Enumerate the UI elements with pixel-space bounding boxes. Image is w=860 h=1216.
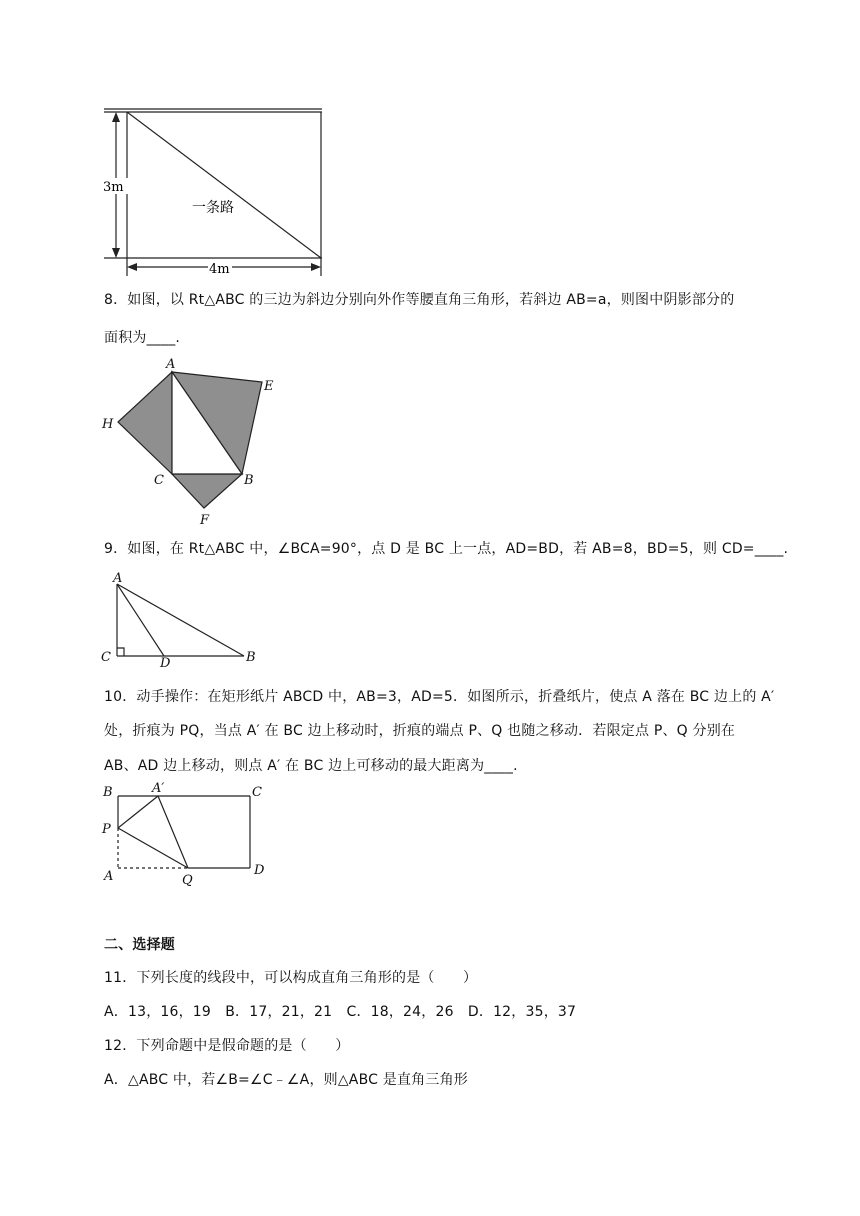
q10-label-A: A <box>104 869 114 884</box>
q11-options: A．13，16，19 B．17，21，21 C．18，24，26 D．12，35，37 <box>104 1004 577 1020</box>
q8-label-H: H <box>102 417 114 432</box>
q10-figure <box>98 780 278 892</box>
q9-label-D: D <box>160 656 171 668</box>
q9-figure <box>98 568 268 668</box>
q12-stem: 12．下列命题中是假命题的是（ ） <box>104 1038 350 1054</box>
segment-AD <box>117 584 164 656</box>
arrow-up-icon <box>112 112 120 122</box>
q8-line-2: 面积为____. <box>104 330 181 346</box>
arrow-down-icon <box>112 248 120 258</box>
q10-label-B: B <box>103 785 113 800</box>
q8-label-F: F <box>200 513 210 528</box>
q8-label-E: E <box>264 379 274 394</box>
q10-line-3: AB、AD 边上移动，则点 A′ 在 BC 边上可移动的最大距离为____. <box>104 758 518 774</box>
segment-PA-prime <box>118 796 158 828</box>
arrow-left-icon <box>127 263 137 271</box>
road-label: 一条路 <box>192 200 234 216</box>
triangle-ahc-shaded <box>118 372 172 474</box>
segment-AB <box>117 584 244 656</box>
q10-label-Q: Q <box>182 873 193 888</box>
height-label: 3m <box>103 180 124 195</box>
segment-A-prime-Q <box>158 796 188 868</box>
q10-label-C: C <box>252 785 262 800</box>
q10-line-2: 处，折痕为 PQ，当点 A′ 在 BC 边上移动时，折痕的端点 P、Q 也随之移动．若限定点 P、Q 分别在 <box>104 723 736 739</box>
segment-PQ <box>118 828 188 868</box>
arrow-right-icon <box>311 263 321 271</box>
q8-label-A: A <box>166 357 176 372</box>
right-angle-mark <box>117 648 124 656</box>
q11-stem: 11．下列长度的线段中，可以构成直角三角形的是（ ） <box>104 970 478 986</box>
q10-line-1: 10．动手操作：在矩形纸片 ABCD 中，AB=3，AD=5．如图所示，折叠纸片，使点 A 落在 BC 边上的 A′ <box>104 689 775 705</box>
q8-label-B: B <box>244 473 254 488</box>
road-figure <box>100 100 330 280</box>
q10-label-A-prime: A′ <box>152 781 165 796</box>
q9-label-A: A <box>113 571 123 586</box>
triangle-cfb-shaded <box>172 474 242 508</box>
q8-figure <box>96 352 296 528</box>
width-label: 4m <box>209 262 230 277</box>
q8-line-1: 8．如图，以 Rt△ABC 的三边为斜边分别向外作等腰直角三角形，若斜边 AB=a，则图中阴影部分的 <box>104 292 735 308</box>
q10-label-P: P <box>102 822 111 837</box>
section-heading: 二、选择题 <box>104 937 175 953</box>
q8-label-C: C <box>154 473 164 488</box>
q9-line-1: 9．如图，在 Rt△ABC 中，∠BCA=90°，点 D 是 BC 上一点，AD=BD，若 AB=8，BD=5，则 CD=____. <box>104 541 789 557</box>
q9-label-B: B <box>246 650 256 665</box>
q10-label-D: D <box>254 863 265 878</box>
road-diagonal <box>127 112 321 258</box>
q9-label-C: C <box>101 650 111 665</box>
q12-option-a: A．△ABC 中，若∠B=∠C﹣∠A，则△ABC 是直角三角形 <box>104 1072 468 1088</box>
